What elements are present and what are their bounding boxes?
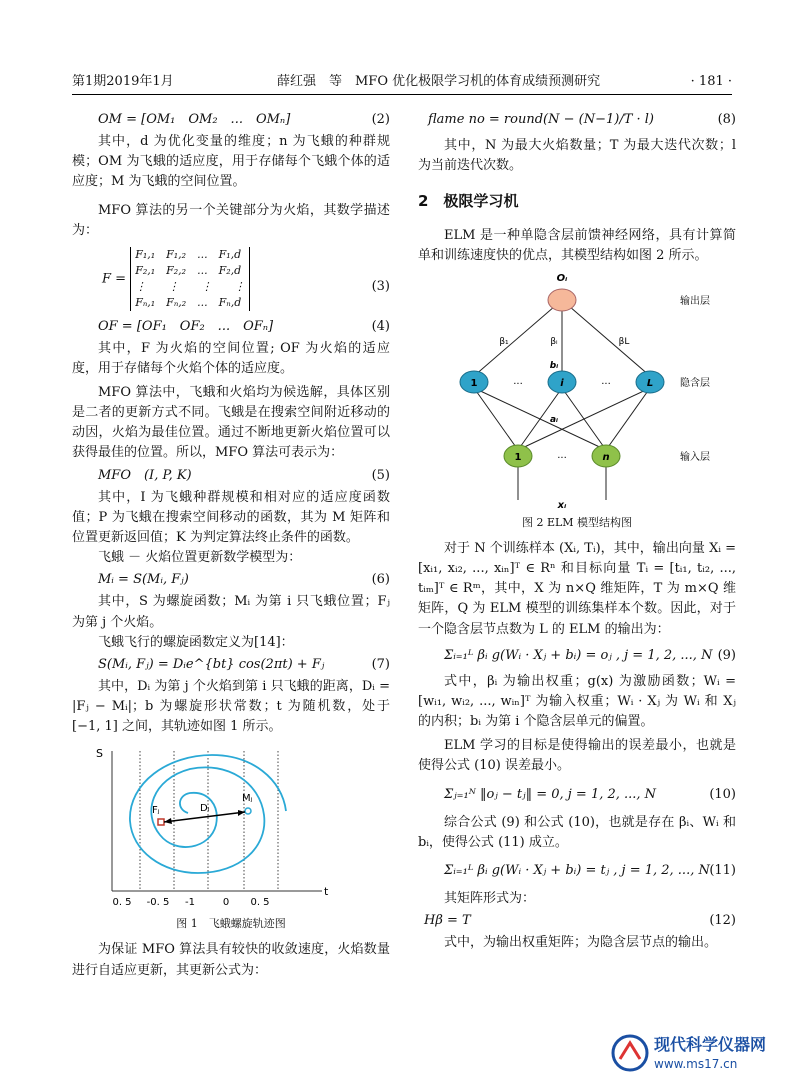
paragraph: 式中，βᵢ 为输出权重；g(x) 为激励函数；Wᵢ = [wᵢ₁, wᵢ₂, ..., wᵢₙ]ᵀ 为输入权重；Wᵢ · Xⱼ 为 Wᵢ 和 Xⱼ 的内积；bᵢ 为第 i 个隐含层单元的偏置。: [418, 673, 736, 730]
x-label: t: [324, 885, 329, 899]
watermark-url: www.ms17.cn: [654, 1057, 738, 1071]
paragraph: 为保证 MFO 算法具有较快的收敛速度，火焰数量进行自适应更新，其更新公式为：: [72, 942, 390, 978]
equation-4: OF = [OF₁ OF₂ ... OFₙ] (4): [98, 318, 390, 334]
tick-label: 0. 5: [112, 897, 132, 909]
ellipsis: ...: [557, 449, 567, 461]
paragraph: 对于 N 个训练样本 (Xᵢ, Tᵢ)，其中，输出向量 Xᵢ = [xᵢ₁, xᵢ₂, ..., xᵢₙ]ᵀ ∈ Rⁿ 和目标向量 Tᵢ = [tᵢ₁, tᵢ₂, ..., tᵢₘ]ᵀ ∈ Rᵐ，其中，X 为 n×Q 维矩阵，T 为 m×Q 维矩阵，Q 为 ELM 模型的训练集样本个数。因此，对于一个隐含层节点数为 L 的 ELM 的输出为：: [418, 541, 736, 637]
node-label: L: [646, 377, 654, 389]
paragraph: 其中，S 为螺旋函数；Mᵢ 为第 i 只飞蛾位置；Fⱼ 为第 j 个火焰。: [72, 594, 390, 630]
tick-label: -0. 5: [146, 897, 170, 909]
journal-issue: 第1期2019年1月: [72, 74, 174, 89]
hidden-layer-label: 隐含层: [680, 377, 710, 389]
equation-3: F = F₁,₁ F₁,₂ ... F₁,d F₂,₁ F₂,₂ ... F₂,d ⋮ ⋮ ⋮ ⋮ Fₙ,₁ Fₙ,₂ ... Fₙ,d (3): [102, 247, 390, 309]
right-column: [418, 108, 736, 954]
equation-6: Mᵢ = S(Mᵢ, Fⱼ) (6): [98, 572, 390, 588]
equation-7: S(Mᵢ, Fⱼ) = Dᵢe^{bt} cos(2πt) + Fⱼ (7): [98, 656, 390, 672]
flame-marker: [158, 819, 164, 825]
equation-12: Hβ = T (12): [424, 913, 736, 929]
arrow-head-left: [164, 818, 172, 824]
betai-label: βᵢ: [550, 336, 558, 347]
paragraph: 其中，I 为飞蛾种群规模和相对应的适应度函数值；P 为飞蛾在搜索空间移动的函数，其为 M 矩阵和位置更新返回值；K 为判定算法终止条件的函数。: [72, 489, 390, 545]
node-label: 1: [514, 451, 522, 463]
figure-2-elm-network: [418, 272, 736, 512]
oi-label: Oᵢ: [556, 272, 568, 284]
header-rule: [72, 94, 732, 95]
bi-label: bᵢ: [549, 360, 559, 371]
output-node: [548, 289, 576, 311]
ellipsis: ...: [601, 375, 611, 387]
tick-label: 0. 5: [250, 897, 270, 909]
node-label: 1: [470, 377, 478, 389]
paragraph: 其中，Dᵢ 为第 j 个火焰到第 i 只飞蛾的距离，Dᵢ = |Fⱼ − Mᵢ|；b 为螺旋形状常数；t 为随机数，处于 [−1, 1] 之间，其轨迹如图 1 所示。: [72, 678, 390, 735]
paragraph: ELM 学习的目标是使得输出的误差最小，也就是使得公式 (10) 误差最小。: [418, 738, 736, 774]
node-label: n: [602, 451, 610, 463]
moth-marker: [245, 808, 251, 814]
node-label: i: [560, 377, 564, 389]
equation-8: flame no = round(N − (N−1)/T · l) (8): [428, 112, 736, 127]
paragraph: ELM 是一种单隐含层前馈神经网络，具有计算简单和训练速度快的优点，其模型结构如图 2 所示。: [418, 227, 736, 263]
equation-10: Σⱼ₌₁ᴺ ‖oⱼ − tⱼ‖ = 0, j = 1, 2, ..., N (10): [444, 786, 736, 802]
paragraph: 其中，d 为优化变量的维度；n 为飞蛾的种群规模；OM 为飞蛾的适应度，用于存储每个飞蛾个体的适应度；M 为飞蛾的空间位置。: [72, 134, 390, 190]
tick-label: -1: [185, 897, 195, 909]
output-layer-label: 输出层: [680, 295, 710, 307]
page-number: · 181 ·: [690, 74, 732, 89]
fj-label: Fⱼ: [152, 805, 160, 817]
flame-matrix: F₁,₁ F₁,₂ ... F₁,d F₂,₁ F₂,₂ ... F₂,d ⋮ ⋮ ⋮ ⋮ Fₙ,₁ Fₙ,₂ ... Fₙ,d: [130, 247, 250, 311]
paragraph: 其中，N 为最大火焰数量；T 为最大迭代次数；l 为当前迭代次数。: [418, 138, 736, 174]
ai-label: aᵢ: [549, 414, 559, 425]
xi-label: xᵢ: [557, 499, 567, 511]
paragraph: 综合公式 (9) 和公式 (10)，也就是存在 βᵢ、Wᵢ 和 bᵢ，使得公式 (11) 成立。: [418, 814, 736, 850]
paragraph: MFO 算法中，飞蛾和火焰均为候选解，具体区别是二者的更新方式不同。飞蛾是在搜索空间附近移动的动因，火焰为最佳位置。通过不断地更新火焰位置可以获得最佳的位置。所以，MFO 算法可表示为：: [72, 385, 390, 461]
tick-label: 0: [222, 897, 230, 909]
paragraph: MFO 算法的另一个关键部分为火焰，其数学描述为：: [72, 202, 390, 238]
figure-2-caption: 图 2 ELM 模型结构图: [521, 515, 633, 529]
ellipsis: ...: [513, 375, 523, 387]
paragraph: 飞蛾飞行的螺旋函数定义为[14]：: [98, 634, 294, 650]
di-label: Dᵢ: [200, 803, 210, 815]
y-label: S: [96, 747, 103, 761]
watermark-logo: [610, 1031, 790, 1075]
beta1-label: β₁: [499, 336, 509, 347]
input-layer-label: 输入层: [680, 451, 710, 463]
mj-label: Mⱼ: [242, 793, 253, 805]
paragraph: 其中，F 为火焰的空间位置; OF 为火焰的适应度，用于存储每个火焰个体的适应度。: [72, 340, 390, 376]
equation-9: Σᵢ₌₁ᴸ βᵢ g(Wᵢ · Xⱼ + bᵢ) = oⱼ , j = 1, 2, ..., N (9): [444, 647, 736, 663]
paragraph: 飞蛾 － 火焰位置更新数学模型为：: [98, 550, 302, 566]
watermark-title: 现代科学仪器网: [654, 1035, 767, 1054]
connections: [474, 300, 650, 500]
logo-icon: [610, 1033, 650, 1073]
equation-5: MFO (I, P, K) (5): [98, 467, 390, 483]
betaL-label: βL: [618, 336, 630, 347]
figure-1-caption: 图 1 飞蛾螺旋轨迹图: [176, 917, 286, 931]
running-header: [72, 72, 732, 92]
equation-11: Σᵢ₌₁ᴸ βᵢ g(Wᵢ · Xⱼ + bᵢ) = tⱼ , j = 1, 2, ..., N (11): [444, 862, 736, 878]
figure-1-spiral: [72, 743, 390, 913]
paragraph: 式中，为输出权重矩阵；为隐含层节点的输出。: [444, 935, 718, 951]
equation-2: OM = [OM₁ OM₂ ... OMₙ] (2): [98, 112, 390, 127]
header-title: 薛红强 等 MFO 优化极限学习机的体育成绩预测研究: [277, 74, 601, 89]
section-heading: 2 极限学习机: [418, 192, 519, 211]
left-column: [72, 108, 390, 981]
paragraph: 其矩阵形式为：: [444, 891, 536, 907]
